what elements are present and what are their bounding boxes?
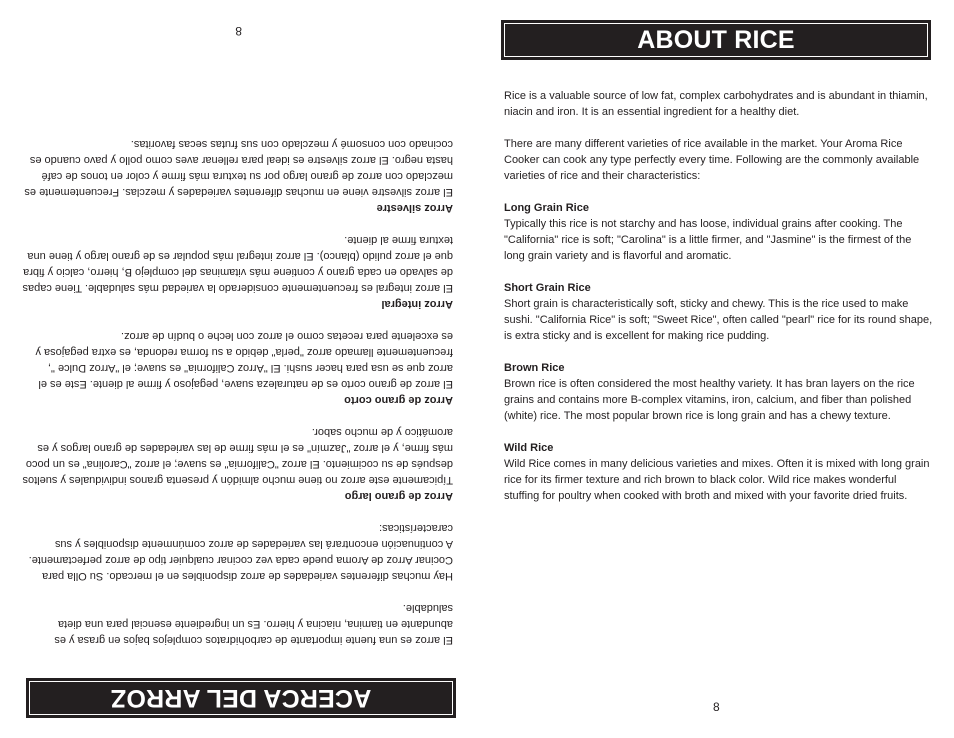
spanish-section-long-grain — [21, 424, 453, 504]
spanish-intro-1: El arroz es una fuente importante de carbohidratos complejos bajos en grasa y es abundante en tiamina, niacina y hierro. Es un ingrediente esencial para una dieta saludable. — [54, 602, 453, 646]
english-body — [504, 88, 934, 520]
section-text: Short grain is characteristically soft, sticky and chewy. This is the rice used to make sushi. "California Rice" is soft; "Sweet Rice", often called "pearl" rice for its round shape, is extra sticky and is excellent for making rice pudding. — [504, 298, 933, 342]
english-intro-2: There are many different varieties of rice available in the market. Your Aroma Rice Cooker can cook any type perfectly every time. Following are the commonly available varieties of rice and their characteristics: — [504, 138, 920, 182]
section-text: El arroz de grano corto es de naturaleza suave, pegajoso y firme al diente. Este es el arroz que se usa para hacer sushi. El "Arroz California" es suave; el "Arroz Dulce ", frecuentemente llamado arroz "perla" debido a su forma redonda, es extra pegajosa y es excelente para recetas como el arroz con leche o budín de arroz. — [35, 330, 453, 390]
spanish-page-number: 8 — [235, 24, 242, 38]
section-text: Typically this rice is not starchy and has loose, individual grains after cooking. The "California" rice is soft; "Carolina" is a little firmer, and "Jasmine" is the firmest of the long grain variety and is flavorful and aromatic. — [504, 218, 912, 262]
spanish-page-title: ACERCA DEL ARROZ — [110, 684, 372, 713]
section-heading: Arroz silvestre — [376, 202, 453, 214]
section-text: Brown rice is often considered the most healthy variety. It has bran layers on the rice grains and contains more B-complex vitamins, iron, calcium, and fiber than polished (white) rice. The most popular brown rice is long grain and has a chewy texture. — [504, 378, 915, 422]
section-text: Típicamente este arroz no tiene mucho almidón y presenta granos individuales y sueltos después de su cocimiento. El arroz "California" es suave; el arroz "Carolina" es un poco más firme, y el arroz "Jazmín" es el más firme de las variedades de grano largos y es aromático y de mucho sabor. — [22, 426, 453, 486]
section-heading: Brown Rice — [504, 362, 565, 374]
spanish-section-short-grain — [21, 328, 453, 408]
spanish-section-wild — [21, 136, 453, 216]
section-heading: Arroz de grano corto — [344, 394, 453, 406]
english-page — [477, 0, 954, 738]
spanish-section-brown — [21, 232, 453, 312]
section-heading: Arroz integral — [381, 298, 453, 310]
english-section-wild — [504, 440, 934, 504]
english-page-title: ABOUT RICE — [637, 25, 795, 54]
section-text: El arroz silvestre viene en muchas diferentes variedades y mezclas. Frecuentemente es mezclado con arroz de grano largo por su textura más firme y color en tonos de café hasta negro. El arroz silvestre es ideal para rellenar aves como pollo y pavo cuando es cocinado con consomé y mezclado con sus frutas secas favoritas. — [24, 138, 453, 198]
spanish-title-banner — [26, 678, 456, 718]
english-title-banner — [501, 20, 931, 60]
spanish-body — [21, 120, 453, 648]
section-heading: Wild Rice — [504, 442, 554, 454]
english-section-long-grain — [504, 200, 934, 264]
section-text: El arroz integral es frecuentemente considerado la variedad más saludable. Tiene capas de salvado en cada grano y contiene más vitaminas del complejo B, hierro, calcio y fibra que el arroz pulido (blanco). El arroz integral más popular es de grano largo y tiene una textura firme al diente. — [22, 234, 453, 294]
section-heading: Long Grain Rice — [504, 202, 589, 214]
section-heading: Arroz de grano largo — [344, 490, 453, 502]
english-section-short-grain — [504, 280, 934, 344]
english-section-brown — [504, 360, 934, 424]
english-page-number: 8 — [713, 700, 720, 714]
spanish-intro-2: Hay muchas diferentes variedades de arroz disponibles en el mercado. Su Olla para Cocinar Arroz de Aroma puede cada vez cocinar cualquier tipo de arroz perfectamente. A continuación encontrará las variedades de arroz comúnmente disponibles y sus características: — [28, 522, 453, 582]
english-intro-1: Rice is a valuable source of low fat, complex carbohydrates and is abundant in thiamin, niacin and iron. It is an essential ingredient for a healthy diet. — [504, 90, 928, 118]
section-heading: Short Grain Rice — [504, 282, 591, 294]
section-text: Wild Rice comes in many delicious varieties and mixes. Often it is mixed with long grain rice for its firmer texture and rich brown to black color. Wild rice makes wonderful stuffing for poultry when cooked with broth and mixed with your favorite dried fruits. — [504, 458, 930, 502]
